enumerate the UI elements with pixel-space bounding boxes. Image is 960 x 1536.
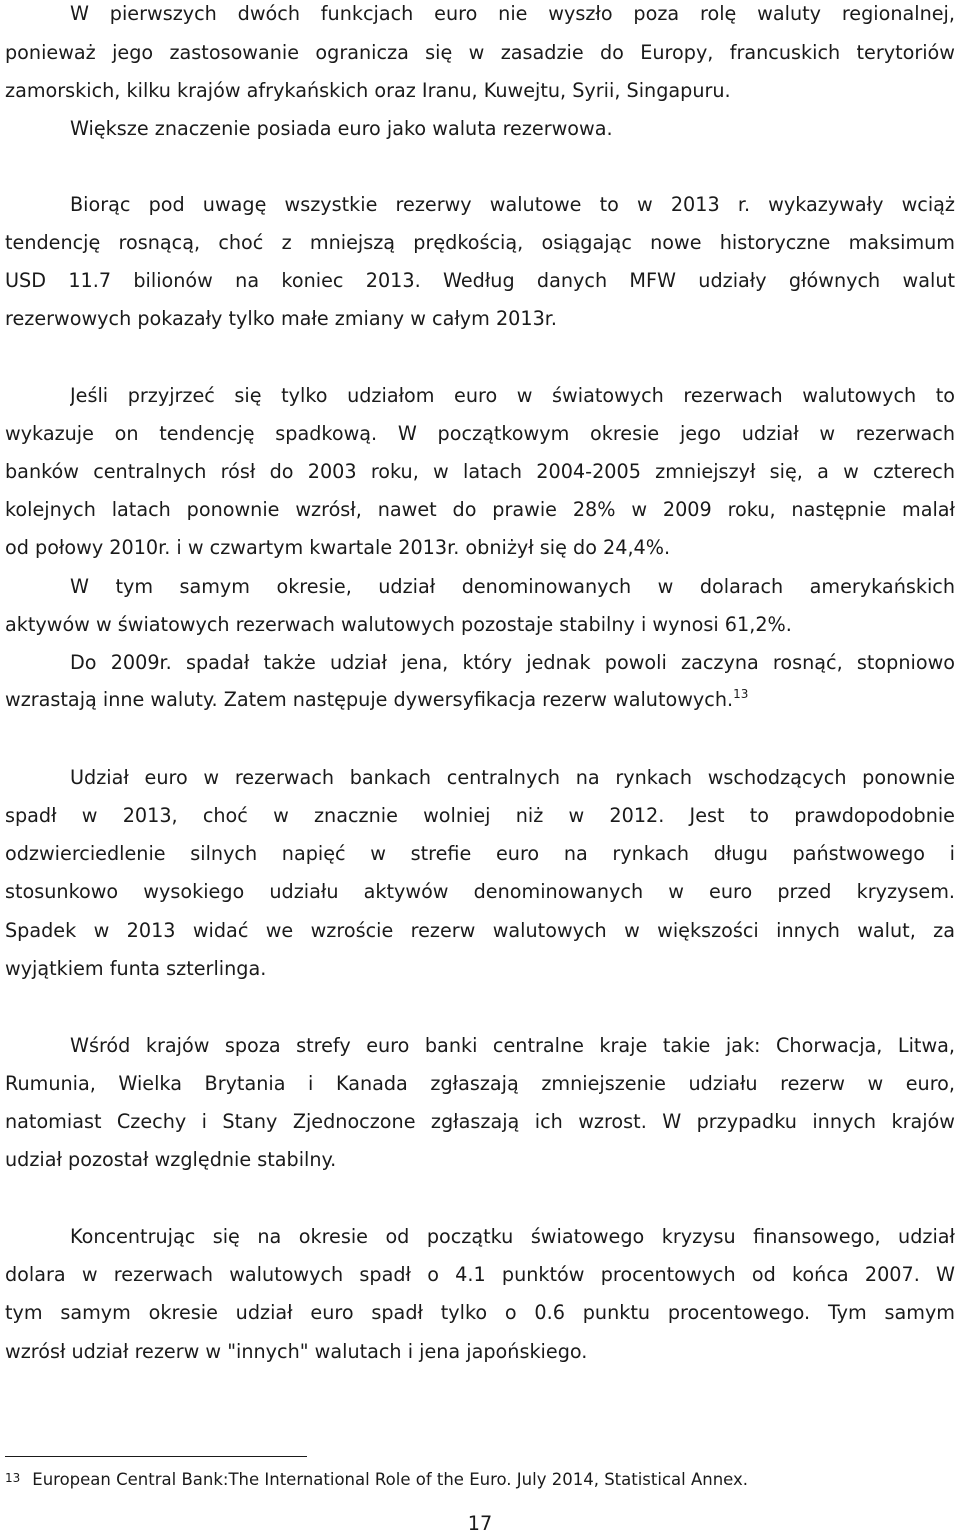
paragraph-5-line-3: natomiast Czechy i Stany Zjednoczone zgłaszają ich wzrost. W przypadku innych krajów (5, 1110, 955, 1133)
paragraph-2-line-2: tendencję rosnącą, choć z mniejszą prędkością, osiągając nowe historyczne maksimum (5, 231, 955, 254)
paragraph-2-line-1: Biorąc pod uwagę wszystkie rezerwy walutowe to w 2013 r. wykazywały wciąż (70, 193, 955, 216)
paragraph-3-line-4: kolejnych latach ponownie wzrósł, nawet do prawie 28% w 2009 roku, następnie malał (5, 498, 955, 521)
paragraph-4-line-6: wyjątkiem funta szterlinga. (5, 957, 267, 980)
paragraph-1-line-3: zamorskich, kilku krajów afrykańskich oraz Iranu, Kuwejtu, Syrii, Singapuru. (5, 79, 731, 102)
paragraph-3-line-9 (5, 688, 955, 712)
paragraph-1-line-4: Większe znaczenie posiada euro jako waluta rezerwowa. (70, 117, 613, 140)
paragraph-3-line-1: Jeśli przyjrzeć się tylko udziałom euro w światowych rezerwach walutowych to (70, 384, 955, 407)
page-number: 17 (467, 1512, 493, 1535)
paragraph-6-line-2: dolara w rezerwach walutowych spadł o 4.1 punktów procentowych od końca 2007. W (5, 1263, 955, 1286)
paragraph-1-line-2: ponieważ jego zastosowanie ogranicza się w zasadzie do Europy, francuskich terytoriów (5, 41, 955, 64)
paragraph-5-line-1: Wśród krajów spoza strefy euro banki centralne kraje takie jak: Chorwacja, Litwa, (70, 1034, 955, 1057)
paragraph-4-line-4: stosunkowo wysokiego udziału aktywów denominowanych w euro przed kryzysem. (5, 880, 955, 903)
paragraph-6-line-4: wzrósł udział rezerw w "innych" walutach i jena japońskiego. (5, 1340, 588, 1363)
paragraph-3-line-8: Do 2009r. spadał także udział jena, który jednak powoli zaczyna rosnąć, stopniowo (70, 651, 955, 674)
footnote (5, 1468, 748, 1492)
paragraph-3-line-3: banków centralnych rósł do 2003 roku, w latach 2004-2005 zmniejszył się, a w czterech (5, 460, 955, 483)
paragraph-3-line-5: od połowy 2010r. i w czwartym kwartale 2013r. obniżył się do 24,4%. (5, 536, 671, 559)
paragraph-6-line-1: Koncentrując się na okresie od początku światowego kryzysu finansowego, udział (70, 1225, 955, 1248)
paragraph-1-line-1: W pierwszych dwóch funkcjach euro nie wyszło poza rolę waluty regionalnej, (70, 2, 955, 25)
paragraph-6-line-3: tym samym okresie udział euro spadł tylko o 0.6 punktu procentowego. Tym samym (5, 1301, 955, 1324)
paragraph-4-line-2: spadł w 2013, choć w znacznie wolniej niż w 2012. Jest to prawdopodobnie (5, 804, 955, 827)
footnote-ref[interactable]: 13 (733, 687, 749, 701)
paragraph-3-line-6: W tym samym okresie, udział denominowanych w dolarach amerykańskich (70, 575, 955, 598)
paragraph-4-line-1: Udział euro w rezerwach bankach centralnych na rynkach wschodzących ponownie (70, 766, 955, 789)
paragraph-3-line-7: aktywów w światowych rezerwach walutowych pozostaje stabilny i wynosi 61,2%. (5, 613, 792, 636)
paragraph-3-line-9-text: wzrastają inne waluty. Zatem następuje dywersyfikacja rezerw walutowych. (5, 688, 734, 711)
paragraph-5-line-2: Rumunia, Wielka Brytania i Kanada zgłaszają zmniejszenie udziału rezerw w euro, (5, 1072, 955, 1095)
paragraph-2-line-3: USD 11.7 bilionów na koniec 2013. Według danych MFW udziały głównych walut (5, 269, 955, 292)
footnote-text: European Central Bank:The International Role of the Euro. July 2014, Statistical Annex. (32, 1470, 749, 1489)
footnote-divider (5, 1456, 307, 1457)
paragraph-3-line-2: wykazuje on tendencję spadkową. W początkowym okresie jego udział w rezerwach (5, 422, 955, 445)
footnote-number: 13 (5, 1471, 21, 1485)
paragraph-5-line-4: udział pozostał względnie stabilny. (5, 1148, 337, 1171)
paragraph-4-line-3: odzwierciedlenie silnych napięć w strefie euro na rynkach długu państwowego i (5, 842, 955, 865)
paragraph-2-line-4: rezerwowych pokazały tylko małe zmiany w całym 2013r. (5, 307, 558, 330)
paragraph-4-line-5: Spadek w 2013 widać we wzroście rezerw walutowych w większości innych walut, za (5, 919, 955, 942)
